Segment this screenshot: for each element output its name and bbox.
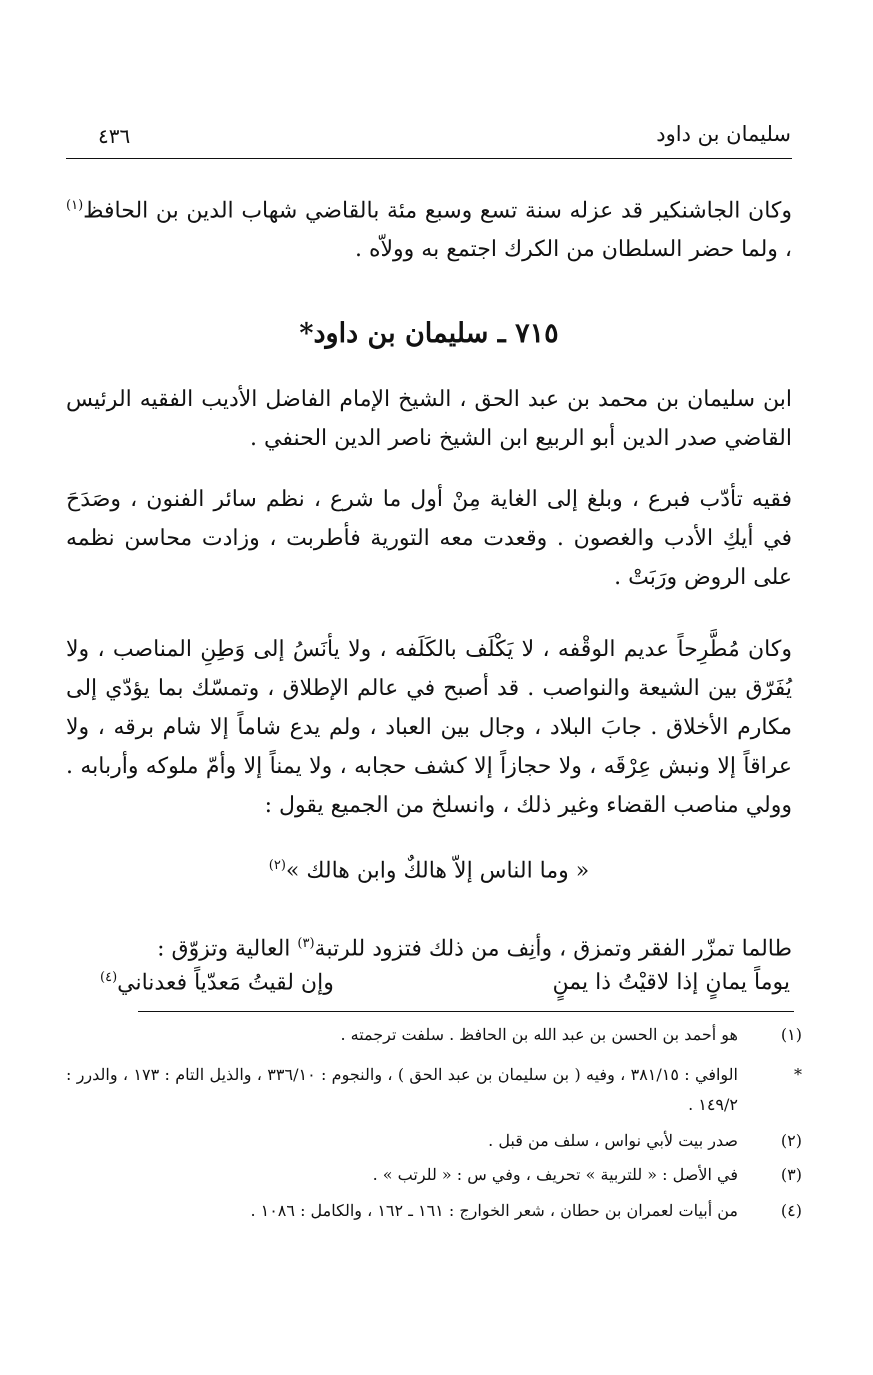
footnote-4: [66, 1196, 802, 1226]
footnote-3: [66, 1160, 802, 1190]
entry-title: ٧١٥ ـ سليمان بن داود*: [299, 318, 559, 349]
footnote-ref-3: (٣): [297, 936, 315, 951]
header-divider: [66, 158, 792, 159]
intro-paragraph: [66, 186, 792, 269]
paragraph-ambition: [66, 924, 792, 968]
footnote-ref-1: (١): [66, 198, 84, 213]
footnote-text: من أبيات لعمران بن حطان ، شعر الخوارج : ١٦١ ـ ١٦٢ ، والكامل : ١٠٨٦ .: [250, 1201, 738, 1220]
footnote-number: (٤): [780, 1201, 802, 1220]
intro-tail: ، ولما حضر السلطان من الكرك اجتمع به وولاّه .: [354, 237, 792, 263]
verse-second-hemistich: [100, 970, 334, 995]
footnote-divider: [138, 1011, 794, 1012]
quote-text: « وما الناس إلاّ هالكٌ وابن هالك »: [285, 858, 590, 884]
ambition-text: طالما تمزّر الفقر وتمزق ، وأنِف من ذلك فتزود للرتبة: [314, 936, 792, 962]
quoted-hemistich: [66, 858, 792, 883]
footnote-number: (٢): [780, 1131, 802, 1150]
paragraph-lineage: ابن سليمان بن محمد بن عبد الحق ، الشيخ الإمام الفاضل الأديب الفقيه الرئيس القاضي صدر الدين أبو الربيع ابن الشيخ ناصر الدين الحنفي .: [66, 387, 792, 451]
footnote-2: [66, 1126, 802, 1156]
footnote-text: هو أحمد بن الحسن بن عبد الله بن الحافظ . سلفت ترجمته .: [340, 1025, 738, 1044]
footnote-number: *: [794, 1065, 802, 1084]
verse-first-hemistich: يوماً يمانٍ إذا لاقيْتُ ذا يمنٍ: [552, 970, 790, 995]
footnote-text: في الأصل : « للتربية » تحريف ، وفي س : « للرتب » .: [372, 1165, 738, 1184]
paragraph-character: وكان مُطَّرِحاً عديم الوقْفه ، لا يَكْلَف بالكَلَفه ، ولا يأنَسُ إلى وَطِنِ المناصب ، ولا يُفَرّق بين الشيعة والنواصب . قد أصبح في عالم الإطلاق ، وتمسّك بما يؤدّي إلى مكارم الأخلاق . جابَ البلاد ، وجال بين العباد ، ولم يدع شاماً إلا شام برقه ، ولا عراقاً إلا ونبش عِرْقَه ، ولا حجازاً إلا كشف حجابه ، ولا يمناً إلا وأمّ ملوكه وأربابه . وولي مناصب القضاء وغير ذلك ، وانسلخ من الجميع يقول :: [66, 637, 792, 818]
running-header-title: سليمان بن داود: [656, 122, 791, 146]
footnote-text: الوافي : ٣٨١/١٥ ، وفيه ( بن سليمان بن عبد الحق ) ، والنجوم : ٣٣٦/١٠ ، والذيل التام : ١٧٣ ، والدرر : ١٤٩/٢ .: [66, 1065, 738, 1114]
page-number: ٤٣٦: [98, 124, 131, 148]
paragraph-poetry: فقيه تأدّب فبرع ، وبلغ إلى الغاية مِنْ أول ما شرع ، نظم سائر الفنون ، وصَدَحَ في أيكِ الأدب والغصون . وقعدت معه التورية فأطربت ، وزادت محاسن نظمه على الروض ورَبَتْ .: [66, 487, 792, 590]
footnote-text: صدر بيت لأبي نواس ، سلف من قبل .: [488, 1131, 738, 1150]
footnote-source: [66, 1060, 802, 1120]
ambition-tail: العالية وتزوّق :: [157, 936, 298, 962]
footnote-number: (٣): [780, 1165, 802, 1184]
footnote-number: (١): [780, 1025, 802, 1044]
verse-line: [100, 970, 790, 1010]
verse-second-text: وإن لقيتُ مَعدّياً فعدناني: [117, 970, 334, 996]
intro-text: وكان الجاشنكير قد عزله سنة تسع وسبع مئة بالقاضي شهاب الدين بن الحافظ: [83, 198, 792, 224]
footnote-ref-2: (٢): [268, 858, 286, 873]
footnote-ref-4: (٤): [100, 970, 118, 985]
footnote-1: [66, 1020, 802, 1050]
